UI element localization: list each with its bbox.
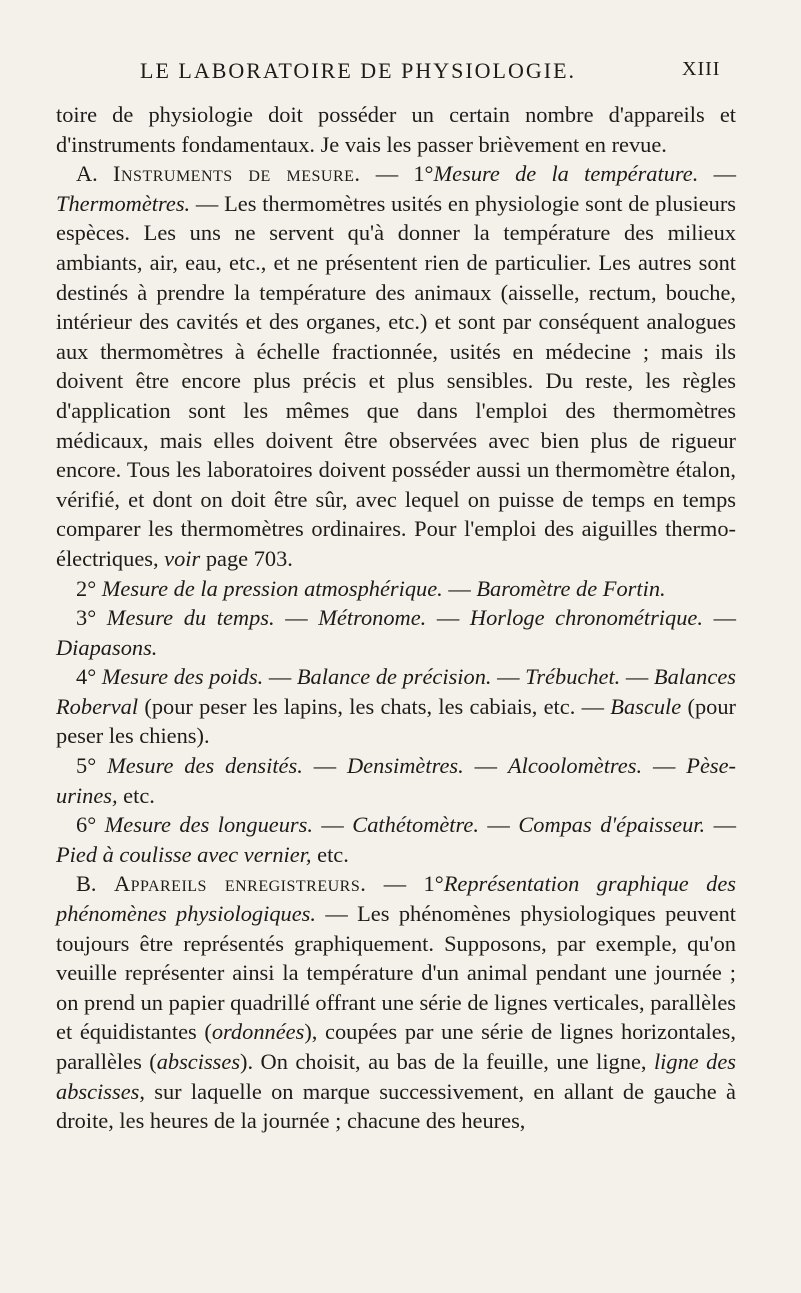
dash: — bbox=[698, 161, 736, 187]
cross-reference-page: page 703. bbox=[200, 545, 293, 571]
instrument: Diapasons. bbox=[56, 634, 158, 660]
item-number: 6° bbox=[76, 812, 97, 838]
item-number: 5° bbox=[76, 753, 97, 779]
instrument: Balance de précision. bbox=[296, 664, 492, 690]
section-label-a: Instruments de mesure. bbox=[113, 161, 361, 187]
dash: — bbox=[302, 753, 348, 779]
running-header bbox=[140, 58, 721, 84]
paragraph-a bbox=[56, 159, 736, 573]
paragraph-3 bbox=[56, 603, 736, 662]
paragraph-2 bbox=[56, 574, 736, 604]
paragraph-b-body: ). On choisit, au bas de la feuille, une ligne, bbox=[240, 1049, 654, 1074]
dash: — bbox=[312, 812, 353, 838]
paragraph-b-body: , sur laquelle on marque successivement, en allant de gauche à droite, les heures de la journée ; chacune des heures, bbox=[56, 1078, 736, 1134]
item-number: — 1° bbox=[366, 871, 444, 897]
paragraph-intro bbox=[56, 100, 736, 159]
item-title: Mesure de la température. bbox=[433, 161, 699, 187]
header-title: LE LABORATOIRE DE PHYSIOLOGIE. bbox=[140, 58, 577, 83]
instrument: Densimètres. bbox=[347, 753, 464, 779]
body-text bbox=[56, 100, 736, 1136]
instrument: Pèse-urines, bbox=[56, 753, 736, 808]
term-abscisses: abscisses bbox=[156, 1049, 241, 1074]
dash: — bbox=[463, 753, 508, 779]
instrument: Bascule bbox=[610, 693, 682, 719]
dash: — bbox=[478, 812, 519, 838]
paragraph-4 bbox=[56, 662, 736, 751]
dash: — bbox=[642, 753, 687, 779]
instrument: Compas d'épaisseur. bbox=[518, 812, 706, 838]
paragraph-5 bbox=[56, 751, 736, 810]
paragraph-a-body: — Les thermomètres usités en physiologie sont de plusieurs espèces. Les uns ne servent qu'à donner la température des milieux ambiants, air, eau, etc., et ne présentent rien de particulier. Les autres sont destinés à prendre la température des animaux (aisselle, rectum, bouche, intérieur des cavités et des organes, etc.) et sont par conséquent analogues aux thermomètres à échelle fractionnée, usités en médecine ; mais ils doivent être encore plus précis et plus sensibles. Du reste, les règles d'application sont les mêmes que dans l'emploi des thermomètres médicaux, mais elles doivent être observées avec bien plus de rigueur encore. Tous les laboratoires doivent posséder aussi un thermomètre étalon, vérifié, et dont on doit être sûr, avec lequel on puisse de temps en temps comparer les thermomètres ordinaires. Pour l'emploi des aiguilles thermo-électriques, bbox=[56, 190, 736, 571]
dash: — bbox=[426, 605, 470, 631]
instrument: Balances Roberval bbox=[56, 664, 736, 719]
paragraph-6 bbox=[56, 810, 736, 869]
dash: — bbox=[702, 605, 736, 631]
dash: — bbox=[705, 812, 736, 838]
instrument: Pied à coulisse avec vernier, bbox=[56, 841, 312, 867]
item-title: Mesure de la pression atmosphérique. bbox=[101, 575, 443, 601]
note: etc. bbox=[311, 841, 349, 867]
item-number: 2° bbox=[76, 575, 97, 601]
item-subtitle: Thermomètres. bbox=[56, 190, 191, 216]
instrument: Trébuchet. bbox=[525, 664, 621, 690]
paragraph-b bbox=[56, 869, 736, 1135]
dash: — bbox=[263, 664, 297, 690]
instrument: Horloge chronométrique. bbox=[469, 605, 703, 631]
dash: — bbox=[274, 605, 319, 631]
paragraph-b-body: — Les phénomènes physiologiques peuvent toujours être représentés graphiquement. Supposons, par exemple, qu'on veuille représenter ainsi la température d'un animal pendant une journée ; on prend un papier quadrillé offrant une série de lignes verticales, parallèles et équidistantes ( bbox=[56, 901, 736, 1045]
dash: — bbox=[442, 575, 477, 601]
item-number: 4° bbox=[76, 664, 97, 690]
instrument: Alcoolomètres. bbox=[507, 753, 643, 779]
note: (pour peser les lapins, les chats, les cabiais, etc. — bbox=[138, 693, 611, 719]
dash: — bbox=[620, 664, 654, 690]
page-number: XIII bbox=[682, 58, 721, 80]
item-title: Mesure des poids. bbox=[101, 664, 264, 690]
note: etc. bbox=[117, 782, 155, 808]
section-label-b: Appareils enregistreurs. bbox=[113, 871, 367, 897]
dash: — bbox=[491, 664, 526, 690]
note: (pour peser les chiens). bbox=[56, 693, 736, 749]
item-title: Mesure des densités. bbox=[107, 753, 303, 779]
item-title: Mesure des longueurs. bbox=[104, 812, 313, 838]
intro-text: toire de physiologie doit posséder un certain nombre d'appareils et d'instruments fondamentaux. Je vais les passer brièvement en revue. bbox=[56, 102, 736, 157]
paragraph-b-body: ), coupées par une série de lignes horizontales, parallèles ( bbox=[56, 1019, 736, 1074]
item-title: Mesure du temps. bbox=[106, 605, 275, 631]
instrument: Cathétomètre. bbox=[352, 812, 479, 838]
item-number: — 1° bbox=[360, 161, 434, 187]
item-title: Représentation graphique des phénomènes physiologiques. bbox=[56, 871, 736, 927]
section-letter-b: B. bbox=[76, 871, 97, 897]
instrument: Baromètre de Fortin. bbox=[476, 575, 666, 601]
cross-reference: voir bbox=[164, 545, 201, 571]
item-number: 3° bbox=[76, 605, 97, 631]
term-ordonnees: ordonnées bbox=[211, 1019, 305, 1045]
term-ligne-abscisses: ligne des abscisses bbox=[56, 1049, 736, 1104]
section-letter-a: A. bbox=[76, 161, 98, 187]
instrument: Métronome. bbox=[318, 605, 427, 631]
